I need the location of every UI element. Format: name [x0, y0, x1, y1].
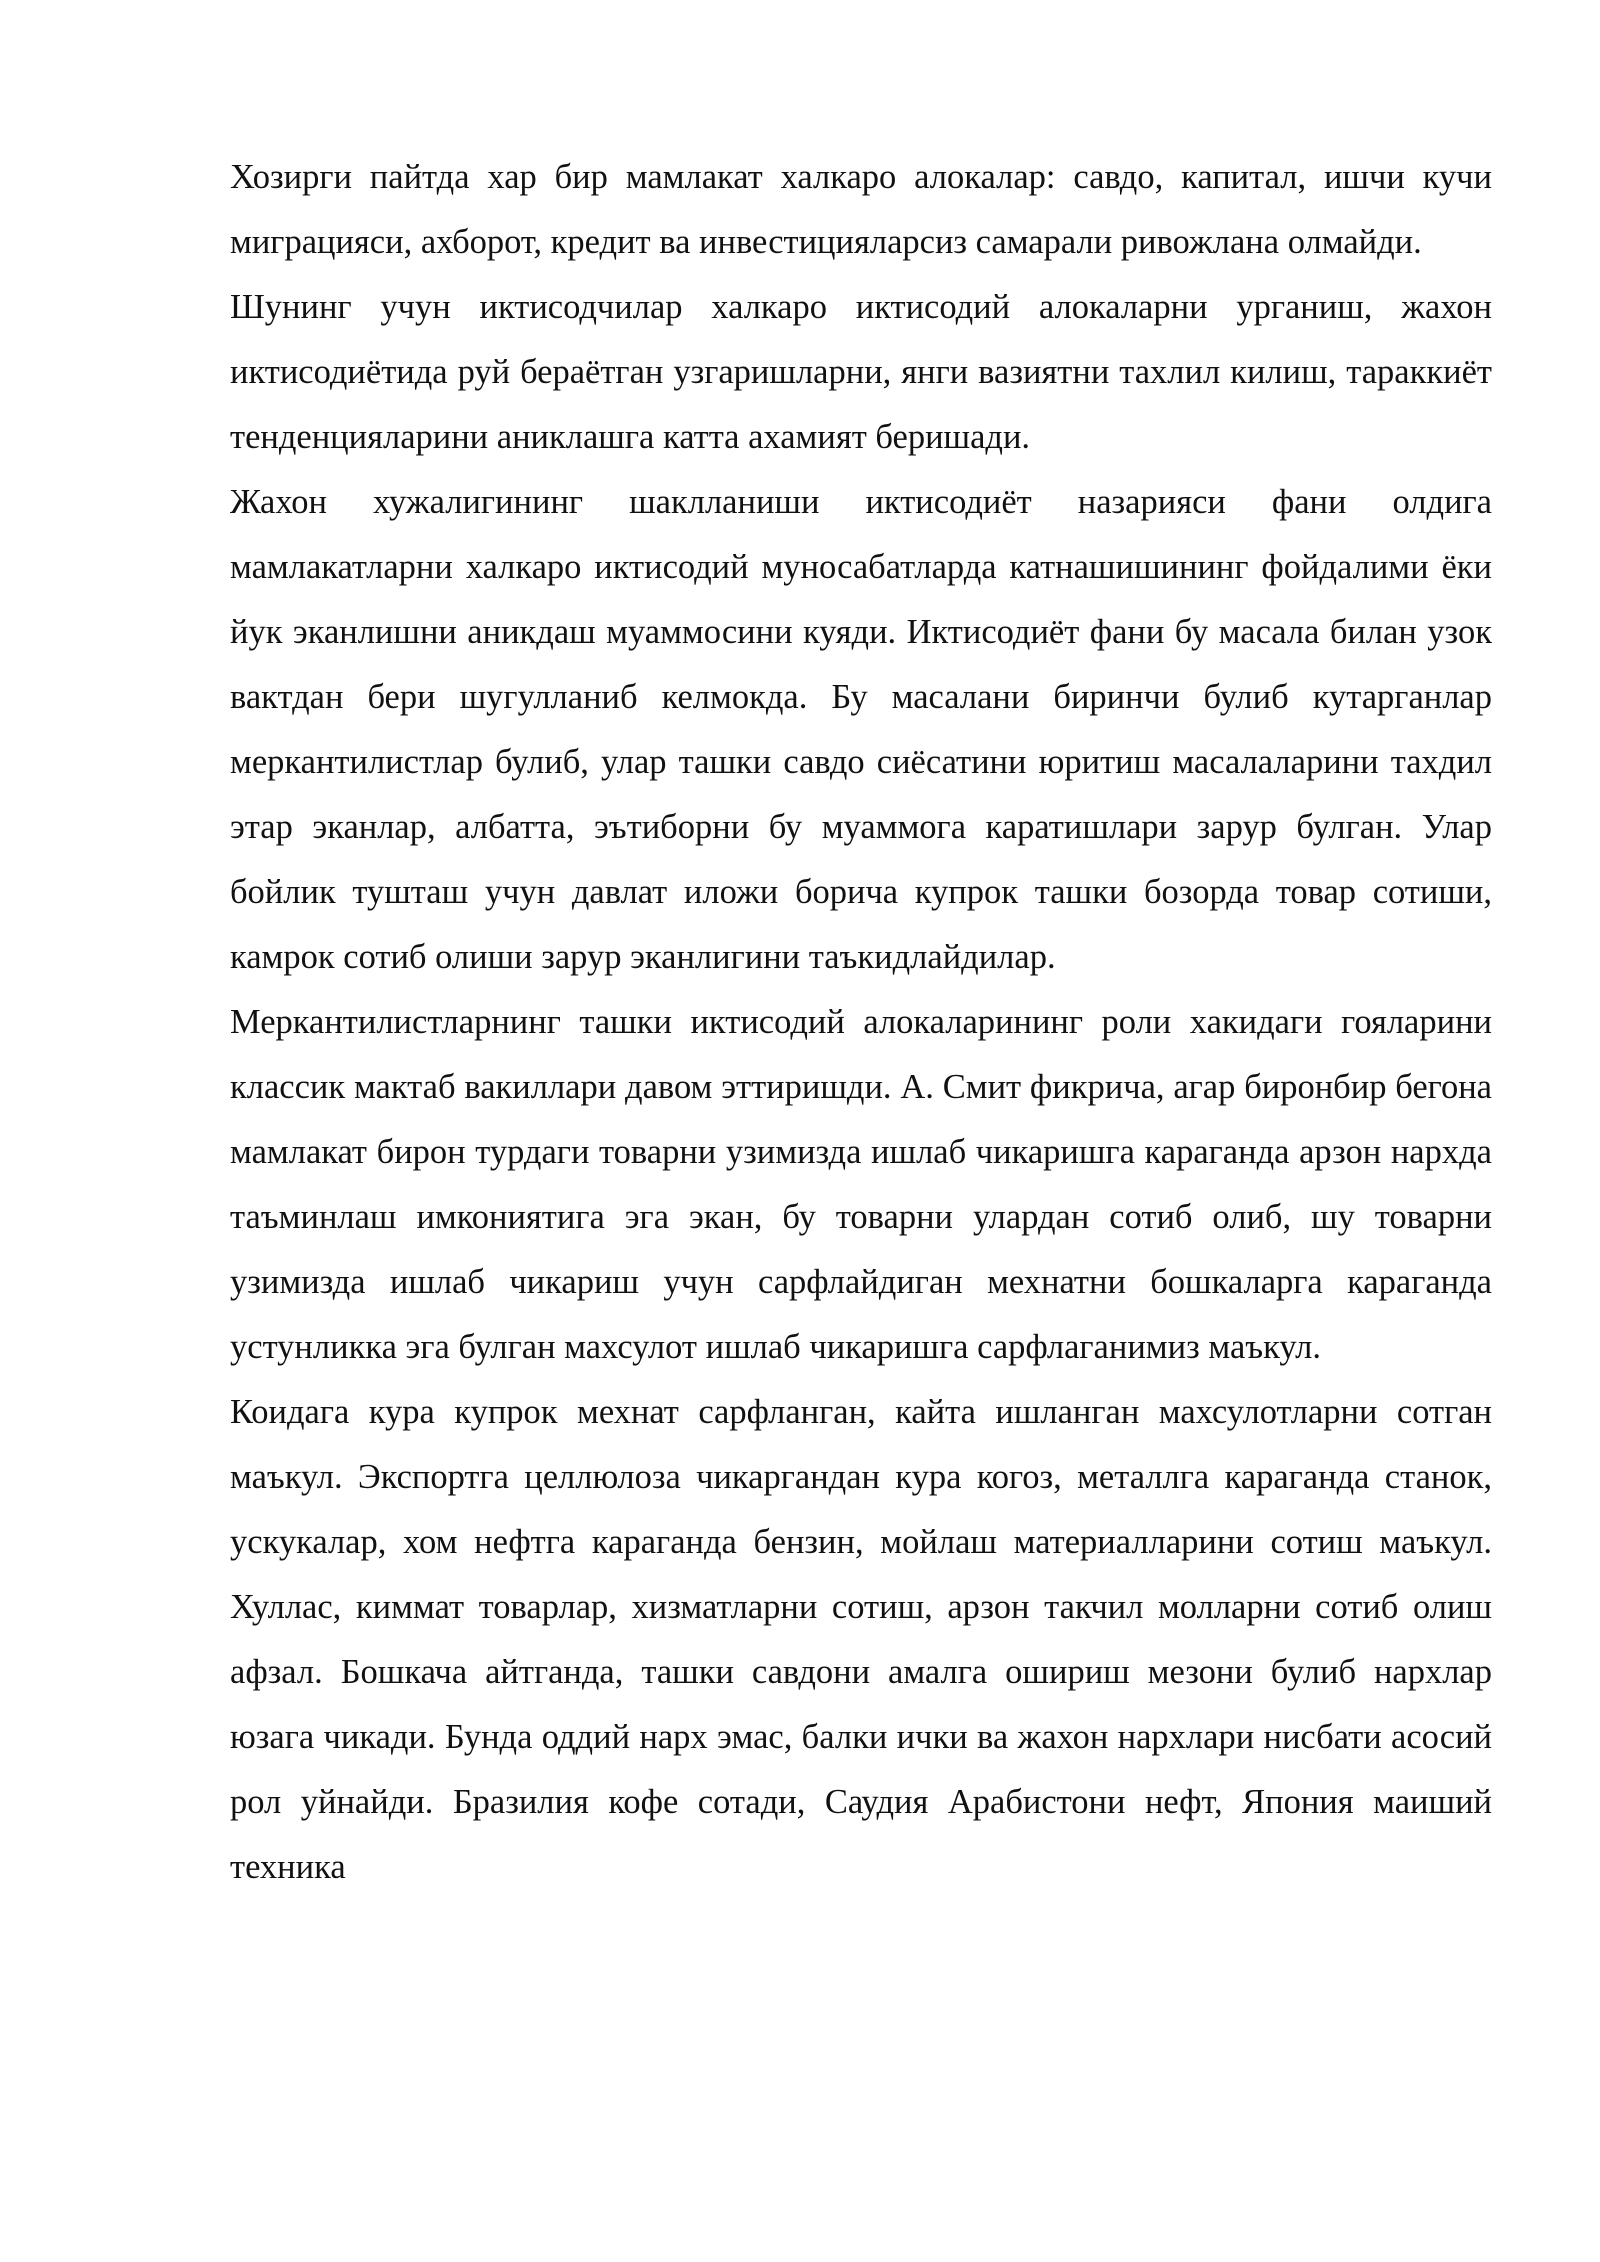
paragraph-1: Хозирги пайтда хар бир мамлакат халкаро алокалар: савдо, капитал, ишчи кучи миграцияси, ахборот, кредит ва инвестицияларсиз самарали ривожлана олмайди. — [230, 158, 1492, 261]
paragraph-5: Коидага кура купрок мехнат сарфланган, кайта ишланган махсулотларни сотган маъкул. Экспортга целлюлоза чикаргандан кура когоз, металлга караганда станок, ускукалар, хом нефтга караганда бензин, мойлаш материалларини сотиш маъкул. Хуллас, киммат товарлар, хизматларни сотиш, арзон такчил молларни сотиб олиш афзал. Бошкача айтганда, ташки савдони амалга ошириш мезони булиб нархлар юзага чикади. Бунда оддий нарх эмас, балки ички ва жахон нархлари нисбати асосий рол уйнайди. Бразилия кофе сотади, Саудия Арабистони нефт, Япония маиший техника — [230, 1393, 1492, 1886]
paragraph-2: Шунинг учун иктисодчилар халкаро иктисодий алокаларни урганиш, жахон иктисодиётида руй бераётган узгаришларни, янги вазиятни тахлил килиш, тараккиёт тенденцияларини аниклашга катта ахамият беришади. — [230, 288, 1492, 456]
paragraph-3: Жахон хужалигининг шаклланиши иктисодиёт назарияси фани олдига мамлакатларни халкаро иктисодий муносабатларда катнашишининг фойдалими ёки йук эканлишни аникдаш муаммосини куяди. Иктисодиёт фани бу масала билан узок вактдан бери шугулланиб келмокда. Бу масалани биринчи булиб кутарганлар меркантилистлар булиб, улар ташки савдо сиёсатини юритиш масалаларини тахдил этар эканлар, албатта, эътиборни бу муаммога каратишлари зарур булган. Улар бойлик тушташ учун давлат иложи борича купрок ташки бозорда товар сотиши, камрок сотиб олиши зарур эканлигини таъкидлайдилар. — [230, 483, 1492, 976]
document-body — [230, 145, 1492, 1900]
paragraph-4: Меркантилистларнинг ташки иктисодий алокаларининг роли хакидаги гояларини классик мактаб вакиллари давом эттиришди. А. Смит фикрича, агар биронбир бегона мамлакат бирон турдаги товарни узимизда ишлаб чикаришга караганда арзон нархда таъминлаш имкониятига эга экан, бу товарни улардан сотиб олиб, шу товарни узимизда ишлаб чикариш учун сарфлайдиган мехнатни бошкаларга караганда устунликка эга булган махсулот ишлаб чикаришга сарфлаганимиз маъкул. — [230, 1003, 1492, 1366]
